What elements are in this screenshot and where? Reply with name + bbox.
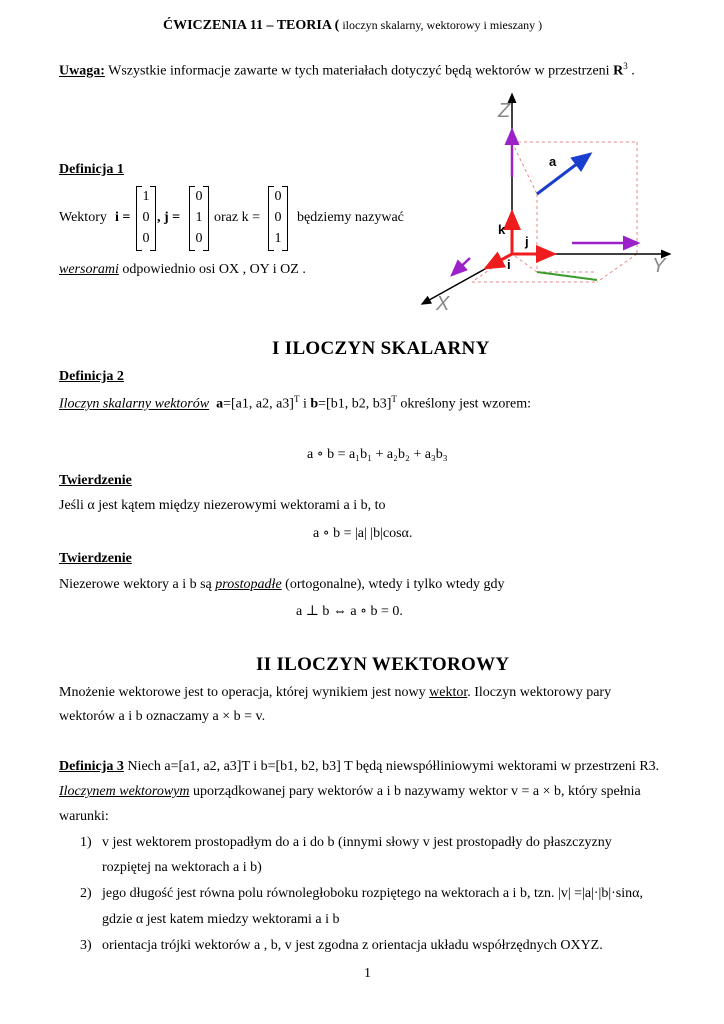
- def1-prefix: Wektory: [59, 210, 107, 225]
- cond2-line-2: gdzie α jest katem miedzy wektorami a i b: [102, 912, 340, 927]
- def2-T1: T: [293, 394, 300, 404]
- title-main: ĆWICZENIA 11 – TEORIA (: [163, 18, 340, 33]
- j-vec-0: 0: [195, 189, 203, 204]
- def1-k-label: oraz k =: [214, 210, 260, 225]
- note-space: R: [613, 63, 624, 79]
- coordinate-system-figure: [412, 82, 682, 314]
- section1-title: I ILOCZYN SKALARNY: [272, 338, 490, 359]
- def3-heading: Definicja 3: [59, 759, 124, 774]
- k-vec-1: 0: [274, 210, 282, 225]
- dot-product-formula: a ∘ b = a₁b₁ + a₂b₂ + a₃b₃: [307, 447, 448, 462]
- cond3-number: 3): [80, 938, 92, 953]
- def2-rest-a: =[a1, a2, a3]: [223, 396, 294, 412]
- note-text: Wszystkie informacje zawarte w tych materiałach dotyczyć będą wektorów w przestrzeni: [104, 63, 614, 79]
- def3-term: Iloczynem wektorowym: [59, 784, 190, 799]
- thm2-pre: Niezerowe wektory a i b są: [59, 577, 216, 592]
- title-sub: iloczyn skalarny, wektorowy i mieszany ): [339, 18, 543, 32]
- cond2-number: 2): [80, 886, 92, 901]
- note-label: Uwaga:: [59, 63, 105, 79]
- thm1-heading: Twierdzenie: [59, 473, 132, 488]
- xy-projection-line: [537, 272, 597, 280]
- def1-i-label: i =: [115, 210, 131, 225]
- intro-l1-pre: Mnożenie wektorowe jest to operacja, której wynikiem jest nowy: [59, 685, 430, 700]
- intro-l1-term: wektor: [429, 685, 468, 700]
- axis-z-label: Z: [498, 100, 511, 122]
- i-vec-2: 0: [142, 231, 150, 246]
- def2-term: Iloczyn skalarny wektorów: [59, 396, 210, 412]
- def1-heading: Definicja 1: [59, 162, 124, 177]
- def2-heading: Definicja 2: [59, 369, 124, 384]
- page-title: [163, 18, 542, 34]
- def1-line2: [59, 262, 306, 278]
- page-number: 1: [364, 966, 371, 981]
- axis-x-label: X: [436, 293, 450, 314]
- def2-T2: T: [391, 394, 397, 404]
- axis-y-label: Y: [652, 255, 666, 277]
- cond3-line-1: orientacja trójki wektorów a , b, v jest zgodna z orientacja układu współrzędnych OXYZ.: [102, 938, 603, 953]
- intro-l1-post: . Iloczyn wektorowy pary: [467, 685, 612, 700]
- def3-text: Niech a=[a1, a2, a3]T i b=[b1, b2, b3] T będą niewspółliniowymi wektorami w przestrzeni R3.: [123, 759, 660, 774]
- thm2-term: prostopadłe: [215, 577, 282, 592]
- thm2-formula: a ⊥ b ⇔ a ∘ b = 0.: [296, 604, 403, 619]
- j-vector-matrix: [189, 186, 209, 249]
- i-vec-1: 0: [142, 210, 150, 225]
- label-i: i: [507, 257, 511, 272]
- label-a: a: [549, 154, 557, 169]
- def3-l2-rest: uporządkowanej pary wektorów a i b nazywamy wektor v = a × b, który spełnia: [189, 784, 641, 799]
- note-line: [59, 61, 635, 80]
- j-vec-1: 1: [195, 210, 203, 225]
- section2-title: II ILOCZYN WEKTOROWY: [256, 654, 510, 675]
- def3-line-1: [59, 759, 659, 775]
- k-vector-matrix: [268, 186, 288, 249]
- k-vec-0: 0: [274, 189, 282, 204]
- thm2-heading: Twierdzenie: [59, 551, 132, 566]
- def2-and: i: [299, 396, 311, 412]
- def2-rest-b: =[b1, b2, b3]: [318, 396, 392, 412]
- def1-term-wersory: wersorami: [59, 262, 119, 277]
- thm2-line: [59, 577, 504, 593]
- thm2-post: (ortogonalne), wtedy i tylko wtedy gdy: [281, 577, 505, 592]
- k-vec-2: 1: [274, 231, 282, 246]
- def1-line2-rest: odpowiednio osi OX , OY i OZ .: [118, 262, 306, 277]
- i-vector-matrix: [136, 186, 156, 249]
- def3-line-2: [59, 784, 641, 800]
- def1-j-label: , j =: [157, 210, 181, 225]
- thm1-formula: a ∘ b = |a| |b|cosα.: [313, 526, 413, 541]
- intro-line-2: wektorów a i b oznaczamy a × b = v.: [59, 709, 266, 724]
- label-k: k: [498, 222, 506, 237]
- cond1-line-2: rozpiętej na wektorach a i b): [102, 860, 262, 875]
- def3-line-3: warunki:: [59, 809, 109, 824]
- def2-line: [59, 394, 531, 413]
- note-exp: 3: [623, 61, 628, 71]
- def2-a: a: [216, 396, 224, 412]
- def1-suffix: będziemy nazywać: [297, 210, 404, 225]
- cond1-number: 1): [80, 835, 92, 850]
- def2-end: określony jest wzorem:: [396, 396, 532, 412]
- label-j: j: [525, 234, 529, 249]
- vector-a-arrow: [537, 154, 590, 194]
- intro-line-1: [59, 685, 611, 701]
- thm1-text: Jeśli α jest kątem między niezerowymi wektorami a i b, to: [59, 498, 386, 513]
- j-vec-2: 0: [195, 231, 203, 246]
- x-projection-arrow: [452, 258, 470, 275]
- cond1-line-1: v jest wektorem prostopadłym do a i do b (innymi słowy v jest prostopadły do płaszczyzny: [102, 835, 612, 850]
- note-end: .: [627, 63, 635, 79]
- i-vec-0: 1: [142, 189, 150, 204]
- cond2-line-1: jego długość jest równa polu równoległoboku rozpiętego na wektorach a i b, tzn. |v| =|a|·|b|·sinα,: [102, 886, 643, 901]
- def2-b: b: [310, 396, 319, 412]
